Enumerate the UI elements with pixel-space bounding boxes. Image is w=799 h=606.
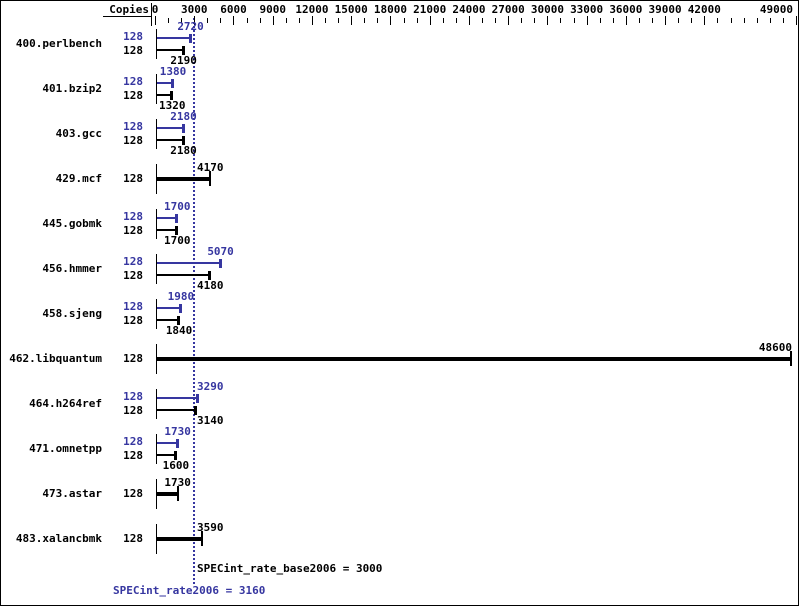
peak-bar-cap bbox=[175, 214, 178, 223]
copies-count-base: 128 bbox=[123, 89, 143, 102]
x-axis-tick-label: 0 bbox=[151, 3, 159, 16]
x-axis-minor-tick bbox=[443, 18, 444, 23]
x-axis-minor-tick bbox=[574, 18, 575, 23]
base-bar bbox=[157, 274, 210, 276]
base-value-label: 4180 bbox=[197, 279, 224, 292]
x-axis-minor-tick bbox=[168, 18, 169, 23]
x-axis-tick-label: 36000 bbox=[609, 3, 643, 16]
peak-bar bbox=[157, 262, 221, 264]
copies-count-peak: 128 bbox=[123, 300, 143, 313]
copies-count-base: 128 bbox=[123, 44, 143, 57]
result-bar bbox=[157, 357, 791, 361]
peak-bar bbox=[157, 307, 181, 309]
benchmark-name: 429.mcf bbox=[55, 172, 102, 185]
x-axis-minor-tick bbox=[220, 18, 221, 23]
base-value-label: 1700 bbox=[163, 234, 191, 247]
x-axis-minor-tick bbox=[325, 18, 326, 23]
x-axis-major-tick bbox=[273, 16, 274, 25]
peak-bar bbox=[157, 397, 198, 399]
copies-count: 128 bbox=[123, 532, 143, 545]
group-stem bbox=[156, 434, 157, 464]
copies-count-base: 128 bbox=[123, 449, 143, 462]
x-axis-major-tick bbox=[155, 16, 156, 25]
footer-base-metric: SPECint_rate_base2006 = 3000 bbox=[197, 562, 383, 575]
x-axis-minor-tick bbox=[744, 18, 745, 23]
benchmark-name: 483.xalancbmk bbox=[15, 532, 102, 545]
x-axis-major-tick bbox=[233, 16, 234, 25]
peak-value-label: 5070 bbox=[207, 245, 234, 258]
x-axis-tick-label: 18000 bbox=[373, 3, 407, 16]
base-value-label: 3590 bbox=[197, 521, 224, 534]
base-bar bbox=[157, 139, 184, 141]
x-axis-minor-tick bbox=[404, 18, 405, 23]
x-axis-major-tick bbox=[665, 16, 666, 25]
group-stem bbox=[156, 29, 157, 59]
x-axis-tick-label: 33000 bbox=[570, 3, 604, 16]
x-axis-tick-label: 24000 bbox=[452, 3, 486, 16]
peak-bar-cap bbox=[171, 79, 174, 88]
x-axis-tick-label: 30000 bbox=[530, 3, 564, 16]
benchmark-name: 471.omnetpp bbox=[29, 442, 102, 455]
x-axis-minor-tick bbox=[521, 18, 522, 23]
peak-bar-cap bbox=[182, 124, 185, 133]
base-bar bbox=[157, 409, 196, 411]
copies-count: 128 bbox=[123, 172, 143, 185]
peak-bar-cap bbox=[219, 259, 222, 268]
base-bar bbox=[157, 319, 179, 321]
x-axis-major-tick bbox=[469, 16, 470, 25]
x-axis-minor-tick bbox=[456, 18, 457, 23]
x-axis-minor-tick bbox=[600, 18, 601, 23]
base-value-label: 3140 bbox=[197, 414, 224, 427]
x-axis-minor-tick bbox=[364, 18, 365, 23]
benchmark-name: 456.hmmer bbox=[42, 262, 102, 275]
x-axis-tick-label: 49000 bbox=[759, 3, 793, 16]
copies-count-peak: 128 bbox=[123, 120, 143, 133]
peak-bar bbox=[157, 217, 177, 219]
x-axis-minor-tick bbox=[613, 18, 614, 23]
copies-count-peak: 128 bbox=[123, 435, 143, 448]
copies-count-peak: 128 bbox=[123, 75, 143, 88]
copies-count-base: 128 bbox=[123, 404, 143, 417]
copies-count-base: 128 bbox=[123, 134, 143, 147]
x-axis-minor-tick bbox=[299, 18, 300, 23]
x-axis-minor-tick bbox=[534, 18, 535, 23]
base-value-label: 4170 bbox=[197, 161, 224, 174]
benchmark-name: 464.h264ref bbox=[29, 397, 102, 410]
peak-bar-cap bbox=[196, 394, 199, 403]
x-axis-minor-tick bbox=[482, 18, 483, 23]
benchmark-name: 458.sjeng bbox=[42, 307, 102, 320]
peak-bar bbox=[157, 127, 184, 129]
peak-bar-cap bbox=[179, 304, 182, 313]
x-axis-minor-tick bbox=[770, 18, 771, 23]
x-axis-minor-tick bbox=[560, 18, 561, 23]
x-axis-tick-label: 21000 bbox=[413, 3, 447, 16]
benchmark-name: 403.gcc bbox=[55, 127, 102, 140]
copies-header-underline bbox=[103, 16, 151, 17]
x-axis-minor-tick bbox=[338, 18, 339, 23]
base-value-label: 2180 bbox=[170, 144, 197, 157]
benchmark-name: 401.bzip2 bbox=[42, 82, 102, 95]
base-value-label: 1730 bbox=[164, 476, 191, 489]
peak-value-label: 3290 bbox=[197, 380, 224, 393]
peak-value-label: 1380 bbox=[159, 65, 187, 78]
copies-count-base: 128 bbox=[123, 269, 143, 282]
base-bar bbox=[157, 49, 184, 51]
x-axis-minor-tick bbox=[286, 18, 287, 23]
x-axis-minor-tick bbox=[260, 18, 261, 23]
x-axis-minor-tick bbox=[639, 18, 640, 23]
x-axis-major-tick bbox=[508, 16, 509, 25]
benchmark-name: 462.libquantum bbox=[9, 352, 102, 365]
x-axis-minor-tick bbox=[377, 18, 378, 23]
x-axis-minor-tick bbox=[247, 18, 248, 23]
peak-bar-cap bbox=[176, 439, 179, 448]
x-axis-major-tick bbox=[587, 16, 588, 25]
group-stem bbox=[156, 389, 157, 419]
x-axis-minor-tick bbox=[783, 18, 784, 23]
base-value-label: 1600 bbox=[162, 459, 190, 472]
x-axis-minor-tick bbox=[757, 18, 758, 23]
base-value-label: 1320 bbox=[159, 99, 186, 112]
peak-bar bbox=[157, 442, 178, 444]
result-bar bbox=[157, 177, 210, 181]
peak-value-label: 1980 bbox=[167, 290, 195, 303]
x-axis-tick-label: 12000 bbox=[295, 3, 329, 16]
x-axis-major-tick bbox=[626, 16, 627, 25]
benchmark-name: 445.gobmk bbox=[42, 217, 102, 230]
x-axis-minor-tick bbox=[417, 18, 418, 23]
copies-count-peak: 128 bbox=[123, 255, 143, 268]
copies-count: 128 bbox=[123, 487, 143, 500]
base-bar bbox=[157, 229, 177, 231]
result-bar bbox=[157, 537, 202, 541]
peak-bar-cap bbox=[189, 34, 192, 43]
x-axis-minor-tick bbox=[678, 18, 679, 23]
group-stem bbox=[156, 209, 157, 239]
group-stem bbox=[156, 74, 157, 104]
x-axis-minor-tick bbox=[691, 18, 692, 23]
x-axis-tick-label: 39000 bbox=[648, 3, 682, 16]
peak-bar bbox=[157, 37, 191, 39]
x-axis-major-tick bbox=[704, 16, 705, 25]
peak-value-label: 1700 bbox=[163, 200, 191, 213]
peak-value-label: 2180 bbox=[170, 110, 197, 123]
x-axis-major-tick bbox=[547, 16, 548, 25]
group-stem bbox=[156, 299, 157, 329]
base-value-label: 48600 bbox=[758, 341, 792, 354]
footer-peak-metric: SPECint_rate2006 = 3160 bbox=[113, 584, 266, 597]
x-axis-major-tick bbox=[390, 16, 391, 25]
x-axis-tick-label: 6000 bbox=[220, 3, 247, 16]
copies-count-peak: 128 bbox=[123, 390, 143, 403]
x-axis-minor-tick bbox=[652, 18, 653, 23]
x-axis-tick-label: 9000 bbox=[259, 3, 286, 16]
x-axis-major-tick bbox=[351, 16, 352, 25]
copies-count-peak: 128 bbox=[123, 210, 143, 223]
base-value-label: 2190 bbox=[170, 54, 197, 67]
copies-header: Copies bbox=[109, 3, 149, 16]
x-axis-tick-label: 42000 bbox=[687, 3, 721, 16]
x-axis-minor-tick bbox=[731, 18, 732, 23]
x-axis-minor-tick bbox=[207, 18, 208, 23]
benchmark-name: 473.astar bbox=[42, 487, 102, 500]
copies-count-base: 128 bbox=[123, 224, 143, 237]
x-axis-tick-label: 3000 bbox=[180, 3, 208, 16]
benchmark-name: 400.perlbench bbox=[15, 37, 102, 50]
x-axis-tick-label: 27000 bbox=[491, 3, 525, 16]
copies-count-base: 128 bbox=[123, 314, 143, 327]
base-value-label: 1840 bbox=[165, 324, 193, 337]
group-stem bbox=[156, 254, 157, 284]
x-axis-tick-label: 15000 bbox=[334, 3, 368, 16]
peak-value-label: 1730 bbox=[164, 425, 191, 438]
x-axis-minor-tick bbox=[717, 18, 718, 23]
x-axis-major-tick bbox=[430, 16, 431, 25]
x-axis-major-tick bbox=[312, 16, 313, 25]
x-axis-minor-tick bbox=[495, 18, 496, 23]
copies-count-peak: 128 bbox=[123, 30, 143, 43]
peak-value-label: 2720 bbox=[177, 20, 204, 33]
copies-count: 128 bbox=[123, 352, 143, 365]
result-bar bbox=[157, 492, 178, 496]
x-axis-major-tick bbox=[796, 16, 797, 25]
group-stem bbox=[156, 119, 157, 149]
